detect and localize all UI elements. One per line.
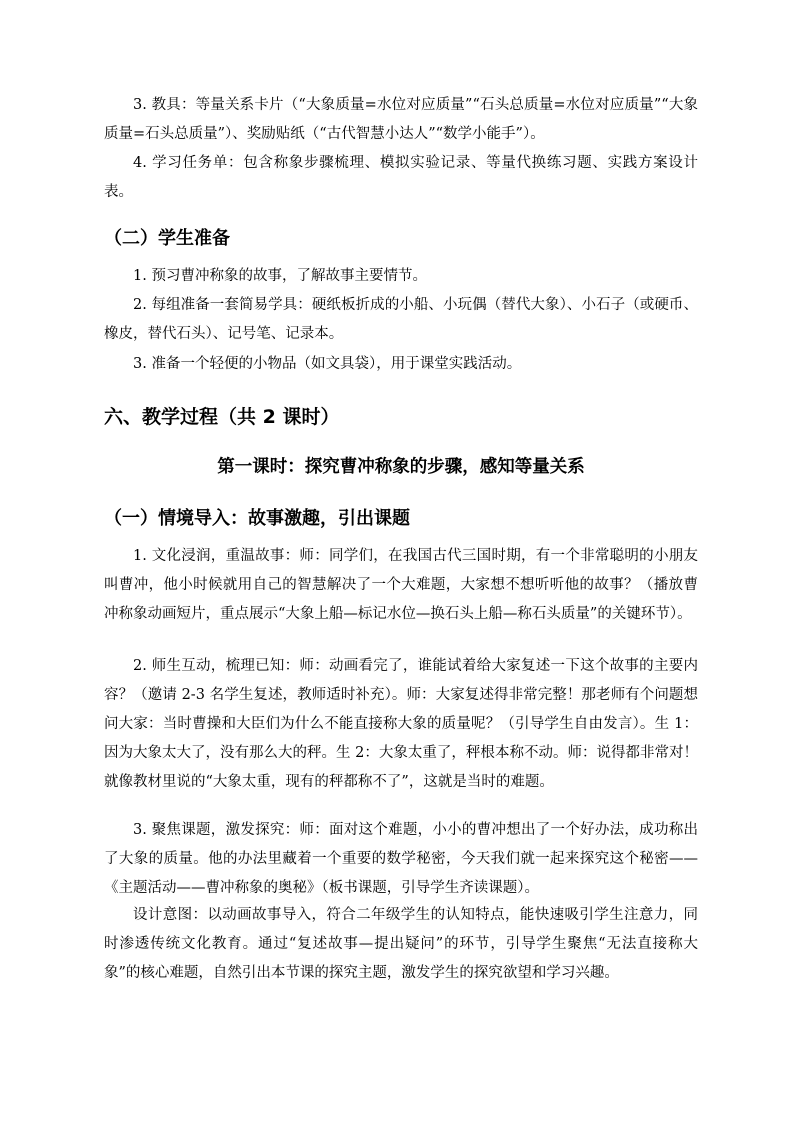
process-heading: 六、教学过程（共 2 课时） <box>104 406 340 428</box>
student-prep-item-2: 2. 每组准备一套简易学具：硬纸板折成的小船、小玩偶（替代大象）、小石子（或硬币、橡皮，替代石头）、记号笔、记录本。 <box>104 297 698 342</box>
lesson1-title: 第一课时：探究曹冲称象的步骤，感知等量关系 <box>217 457 585 477</box>
materials-item-3: 3. 教具：等量关系卡片（“大象质量=水位对应质量”“石头总质量=水位对应质量”“大象质量=石头总质量”）、奖励贴纸（“古代智慧小达人”“数学小能手”）。 <box>104 97 698 142</box>
design-intent: 设计意图：以动画故事导入，符合二年级学生的认知特点，能快速吸引学生注意力，同时渗透传统文化教育。通过“复述故事—提出疑问”的环节，引导学生聚焦“无法直接称大象”的核心难题，自然引出本节课的探究主题，激发学生的探究欲望和学习兴趣。 <box>104 907 698 981</box>
intro-para-3: 3. 聚焦课题，激发探究：师：面对这个难题，小小的曹冲想出了一个好办法，成功称出了大象的质量。他的办法里藏着一个重要的数学秘密，今天我们就一起来探究这个秘密——《主题活动——曹冲称象的奥秘》（板书课题，引导学生齐读课题）。 <box>104 822 698 896</box>
intro-para-2: 2. 师生互动，梳理已知：师：动画看完了，谁能试着给大家复述一下这个故事的主要内容？（邀请 2-3 名学生复述，教师适时补充）。师：大家复述得非常完整！那老师有个问题想问大家：当时曹操和大臣们为什么不能直接称大象的质量呢？（引导学生自由发言）。生 1：因为大象太大了，没有那么大的秤。生 2：大象太重了，秤根本称不动。师：说得都非常对！就像教材里说的“大象太重，现有的秤都称不了”，这就是当时的难题。 <box>104 658 698 790</box>
intro-para-1: 1. 文化浸润，重温故事：师：同学们，在我国古代三国时期，有一个非常聪明的小朋友叫曹冲，他小时候就用自己的智慧解决了一个大难题，大家想不想听听他的故事？（播放曹冲称象动画短片，重点展示“大象上船—标记水位—换石头上船—称石头质量”的关键环节）。 <box>104 548 698 622</box>
student-prep-item-1: 1. 预习曹冲称象的故事，了解故事主要情节。 <box>133 268 427 284</box>
student-prep-heading: （二）学生准备 <box>104 228 230 249</box>
student-prep-item-3: 3. 准备一个轻便的小物品（如文具袋），用于课堂实践活动。 <box>133 356 522 372</box>
materials-item-4: 4. 学习任务单：包含称象步骤梳理、模拟实验记录、等量代换练习题、实践方案设计表。 <box>104 155 698 200</box>
intro-heading: （一）情境导入：故事激趣，引出课题 <box>104 508 410 529</box>
